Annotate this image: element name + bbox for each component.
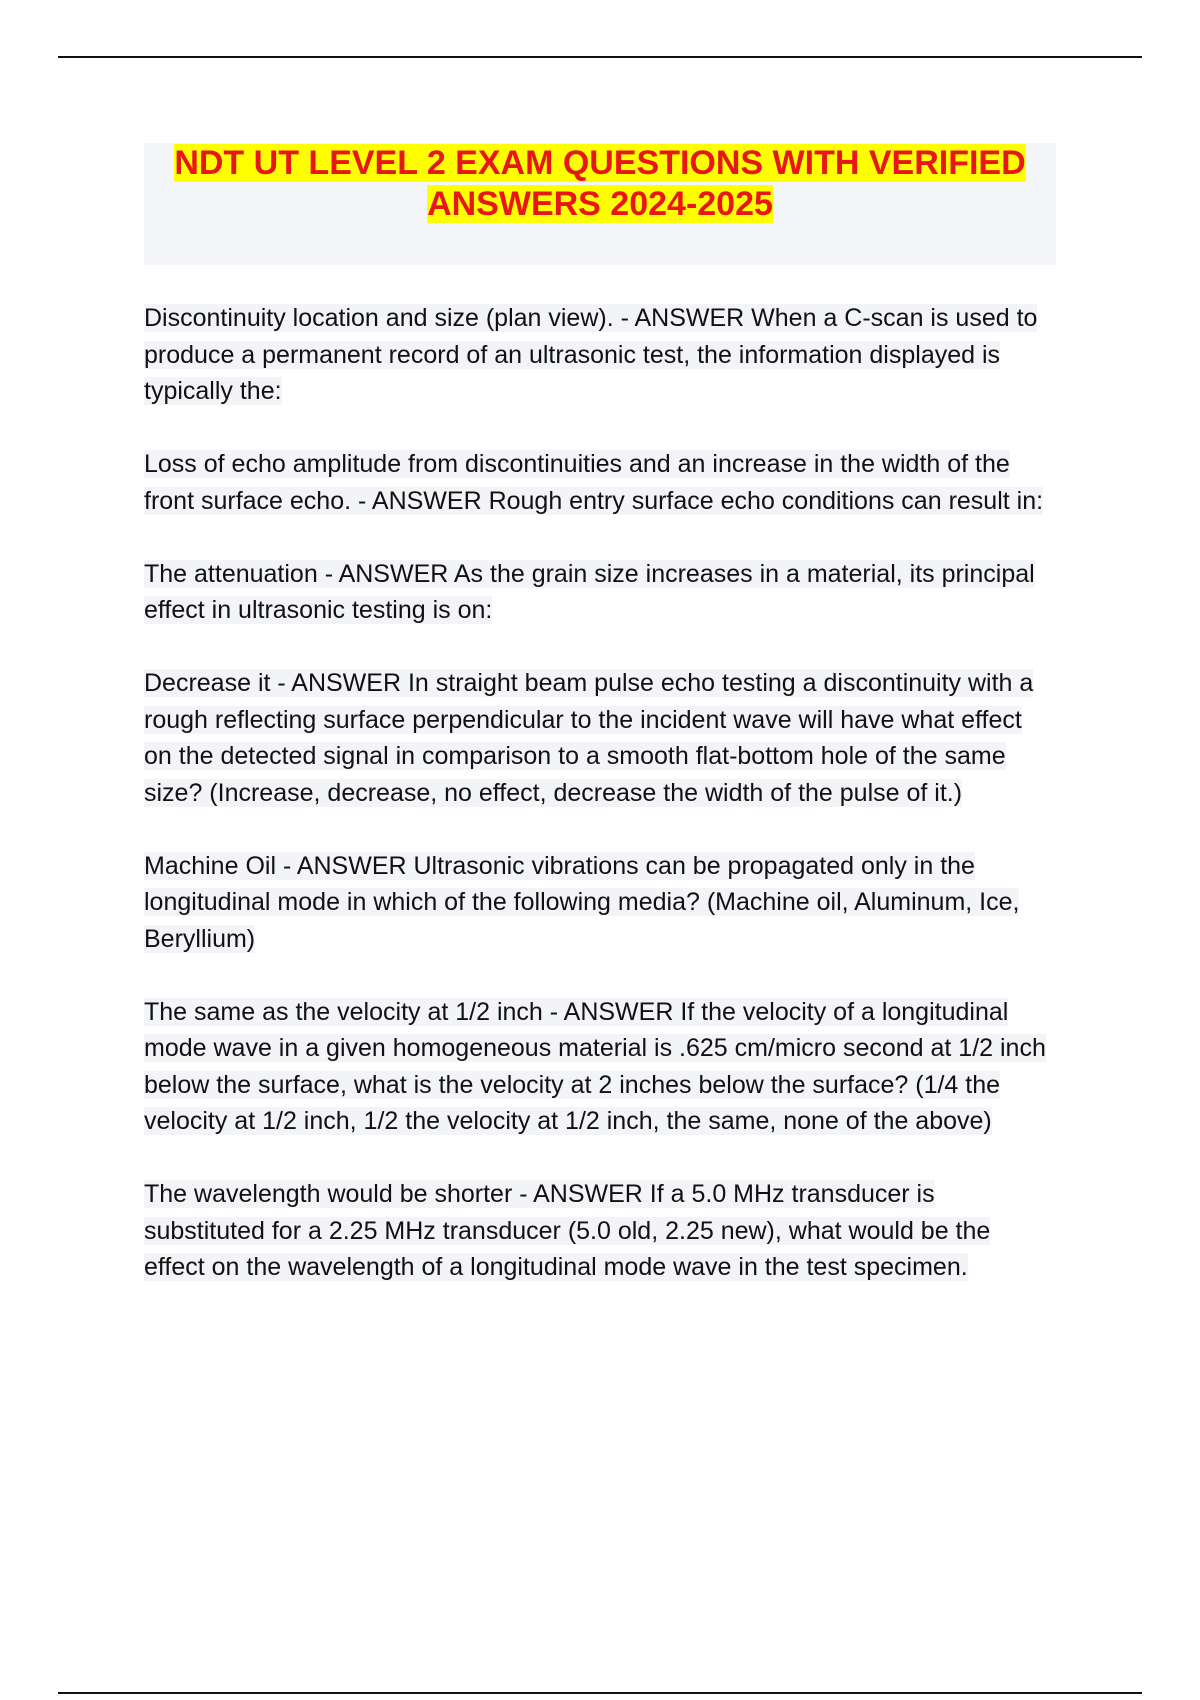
document-title: NDT UT LEVEL 2 EXAM QUESTIONS WITH VERIFIED ANSWERS 2024-2025 [174, 144, 1026, 223]
qa-item [144, 994, 1056, 1140]
qa-text: The wavelength would be shorter - ANSWER If a 5.0 MHz transducer is substituted for a 2.25 MHz transducer (5.0 old, 2.25 new), what would be the effect on the wavelength of a longitudinal mode wave in the test specimen. [144, 1180, 991, 1281]
qa-item [144, 446, 1056, 519]
document-content [144, 143, 1056, 1322]
qa-item [144, 300, 1056, 410]
bottom-divider [58, 1692, 1142, 1694]
qa-text: Discontinuity location and size (plan view). - ANSWER When a C-scan is used to produce a permanent record of an ultrasonic test, the information displayed is typically the: [144, 304, 1038, 405]
qa-item [144, 848, 1056, 958]
qa-text: The same as the velocity at 1/2 inch - ANSWER If the velocity of a longitudinal mode wave in a given homogeneous material is .625 cm/micro second at 1/2 inch below the surface, what is the velocity at 2 inches below the surface? (1/4 the velocity at 1/2 inch, 1/2 the velocity at 1/2 inch, the same, none of the above) [144, 997, 1046, 1135]
qa-item [144, 665, 1056, 811]
title-block [144, 143, 1056, 265]
qa-text: Machine Oil - ANSWER Ultrasonic vibrations can be propagated only in the longitudinal mode in which of the following media? (Machine oil, Aluminum, Ice, Beryllium) [144, 851, 1020, 953]
qa-list [144, 300, 1056, 1286]
qa-item [144, 556, 1056, 629]
qa-text: Decrease it - ANSWER In straight beam pulse echo testing a discontinuity with a rough reflecting surface perpendicular to the incident wave will have what effect on the detected signal in comparison to a smooth flat-bottom hole of the same size? (Increase, decrease, no effect, decrease the width of the pulse of it.) [144, 669, 1034, 807]
qa-text: The attenuation - ANSWER As the grain size increases in a material, its principal effect in ultrasonic testing is on: [144, 559, 1035, 624]
top-divider [58, 56, 1142, 58]
qa-item [144, 1176, 1056, 1286]
qa-text: Loss of echo amplitude from discontinuities and an increase in the width of the front surface echo. - ANSWER Rough entry surface echo conditions can result in: [144, 450, 1044, 515]
